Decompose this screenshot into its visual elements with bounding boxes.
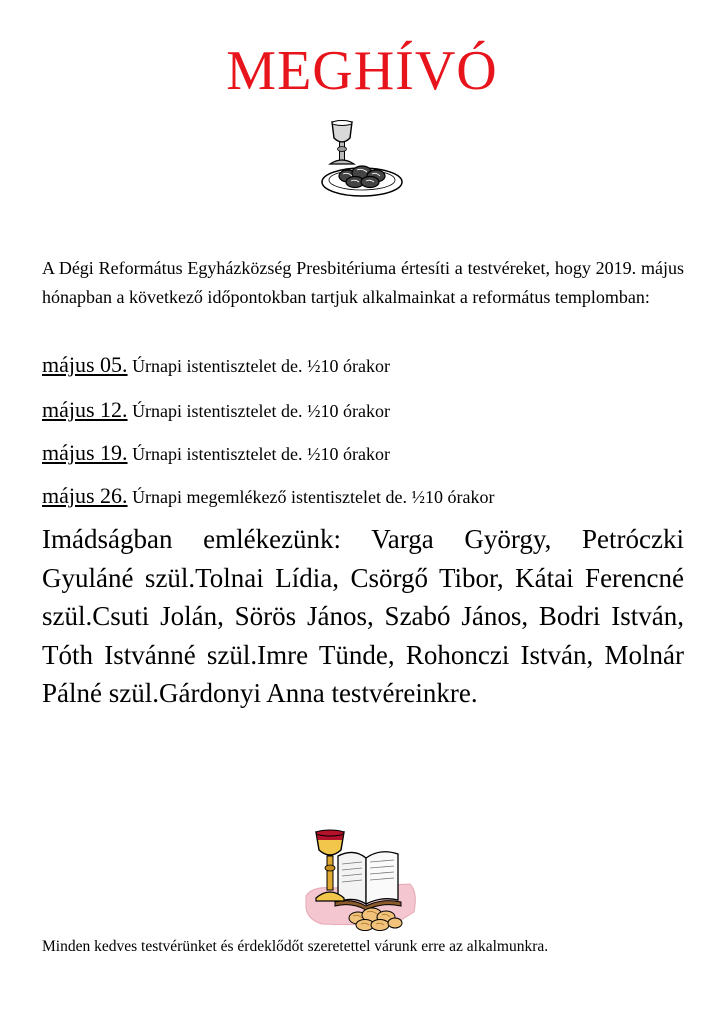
event-description: Úrnapi megemlékező istentisztelet de. ½10 órakor xyxy=(127,487,495,507)
event-line xyxy=(42,440,702,467)
intro-paragraph: A Dégi Református Egyházközség Presbitériuma értesíti a testvéreket, hogy 2019. május hónapban a következő időpontokban tartjuk alkalmainkat a református templomban: xyxy=(42,258,684,307)
event-description: Úrnapi istentisztelet de. ½10 órakor xyxy=(127,401,390,421)
memorial-paragraph: Imádságban emlékezünk: Varga György, Petróczki Gyuláné szül.Tolnai Lídia, Csörgő Tibor, Kátai Ferencné szül.Csuti Jolán, Sörös János, Szabó János, Bodri István, Tóth Istvánné szül.Imre Tünde, Rohonczi István, Molnár Pálné szül.Gárdonyi Anna testvéreinkre. xyxy=(42,524,684,708)
chalice-bible-bread-icon xyxy=(302,826,420,938)
event-line xyxy=(42,483,702,510)
event-date: május 26. xyxy=(42,483,128,508)
closing-text: Minden kedves testvérünket és érdeklődőt szeretettel várunk erre az alkalmunkra. xyxy=(42,938,549,955)
event-line xyxy=(42,352,702,379)
event-date: május 19. xyxy=(42,440,128,465)
page-title: MEGHÍVÓ xyxy=(226,40,498,102)
event-description: Úrnapi istentisztelet de. ½10 órakor xyxy=(127,356,390,376)
event-date: május 05. xyxy=(42,352,128,377)
event-date: május 12. xyxy=(42,397,128,422)
event-description: Úrnapi istentisztelet de. ½10 órakor xyxy=(127,444,390,464)
event-line xyxy=(42,397,702,424)
chalice-bread-icon xyxy=(318,118,406,200)
